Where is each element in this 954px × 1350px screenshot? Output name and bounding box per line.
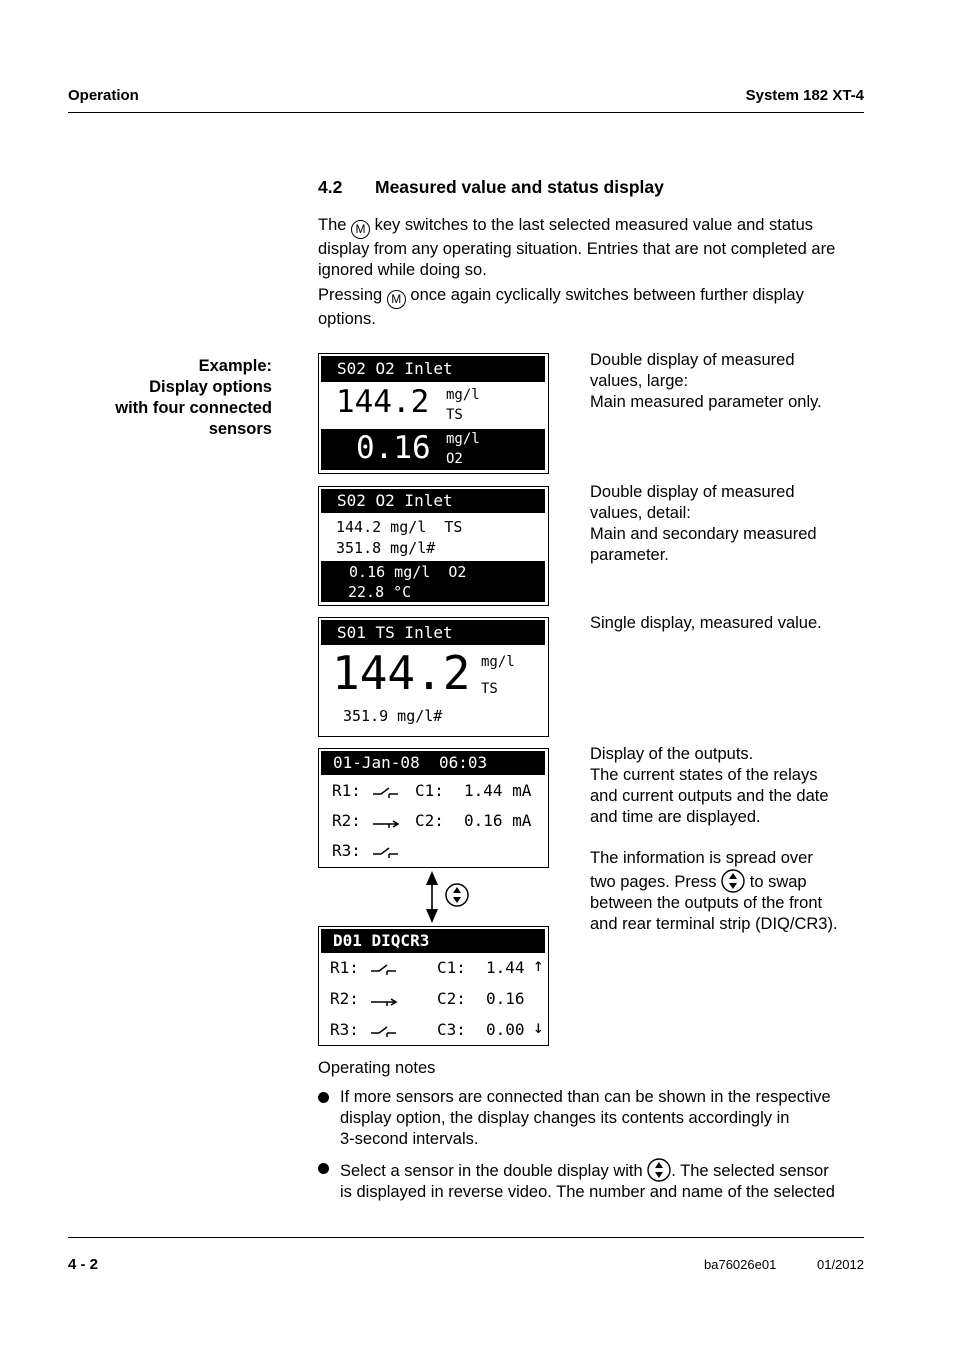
lcd-title-bar: 01-Jan-08 06:03 — [321, 751, 545, 775]
description-double-large: Double display of measured values, large: Main measured parameter only. — [590, 351, 822, 411]
section-title: Measured value and status display — [375, 177, 664, 197]
relay-closed-icon — [372, 815, 400, 831]
section-number: 4.2 — [318, 177, 343, 197]
main-value: 144.2 — [336, 384, 430, 420]
page-number: 4 - 2 — [68, 1256, 99, 1273]
scroll-up-arrow-icon: ↑ — [533, 955, 544, 976]
description-double-detail: Double display of measured values, detail: Main and secondary measured parameter. — [590, 483, 817, 564]
lcd-title-bar: S01 TS Inlet — [321, 620, 545, 645]
operating-notes-heading: Operating notes — [318, 1059, 436, 1077]
description-single: Single display, measured value. — [590, 614, 822, 632]
lcd-single: S01 TS Inlet 144.2 mg/l TS 351.9 mg/l# — [318, 617, 549, 737]
header-product-name: System 182 XT-4 — [745, 87, 864, 104]
lcd-outputs-rear: D01 DIQCR3 R1: C1: 1.44 ↑ R2: C2: 0.16 R3: C3: 0.00 ↓ — [318, 926, 549, 1046]
m-key-icon: M — [387, 290, 406, 309]
header-rule — [68, 112, 864, 113]
lcd-title-bar: D01 DIQCR3 — [321, 929, 545, 953]
section-heading — [318, 177, 664, 198]
lcd-outputs-front: 01-Jan-08 06:03 R1: C1: 1.44 mA R2: C2: 0.16 mA R3: — [318, 748, 549, 868]
relay-open-icon — [372, 845, 400, 861]
example-side-label: Example: Display options with four connected sensors — [115, 357, 272, 438]
single-value: 144.2 — [332, 646, 471, 700]
lcd-double-large — [318, 353, 549, 474]
header-section-label: Operation — [68, 87, 139, 104]
footer-rule — [68, 1237, 864, 1238]
lcd-title-bar: S02 O2 Inlet — [321, 489, 545, 513]
lcd-title-bar: S02 O2 Inlet — [321, 356, 545, 382]
description-outputs-pages: The information is spread over two pages. Press to swap between the outputs of the front and rear terminal strip (DIQ/CR3). — [590, 849, 838, 933]
relay-open-icon — [370, 962, 398, 978]
lcd-secondary-selected: 0.16 mg/l O2 — [321, 429, 545, 470]
relay-closed-icon — [370, 993, 398, 1009]
doc-number: ba76026e01 — [704, 1257, 777, 1272]
bullet-icon — [318, 1092, 329, 1103]
relay-open-icon — [370, 1024, 398, 1040]
note-item-2: Select a sensor in the double display with . The selected sensor is displayed in reverse video. The number and name of the selected — [340, 1158, 870, 1203]
main-param: TS — [446, 407, 463, 423]
intro-paragraph-1: The M key switches to the last selected measured value and status display from any operating situation. Entries that are not completed are ignored while doing so. — [318, 216, 836, 279]
lcd-secondary-selected: 0.16 mg/l O2 22.8 °C — [321, 561, 545, 602]
up-down-key-icon — [721, 869, 745, 893]
scroll-down-arrow-icon: ↓ — [533, 1017, 544, 1038]
m-key-icon: M — [351, 220, 370, 239]
bullet-icon — [318, 1163, 329, 1174]
relay-open-icon — [372, 785, 400, 801]
main-unit: mg/l — [446, 387, 480, 403]
note-item-1: If more sensors are connected than can be shown in the respective display option, the display changes its contents accordingly in 3-second intervals. — [340, 1088, 831, 1148]
description-outputs: Display of the outputs. The current states of the relays and current outputs and the date and time are displayed. — [590, 745, 829, 826]
page-swap-arrow-icon — [420, 869, 474, 925]
intro-paragraph-2: Pressing M once again cyclically switches between further display options. — [318, 286, 804, 328]
up-down-key-icon — [647, 1158, 671, 1182]
doc-date: 01/2012 — [817, 1257, 864, 1272]
lcd-double-detail: S02 O2 Inlet 144.2 mg/l TS 351.8 mg/l# 0.16 mg/l O2 22.8 °C — [318, 486, 549, 606]
